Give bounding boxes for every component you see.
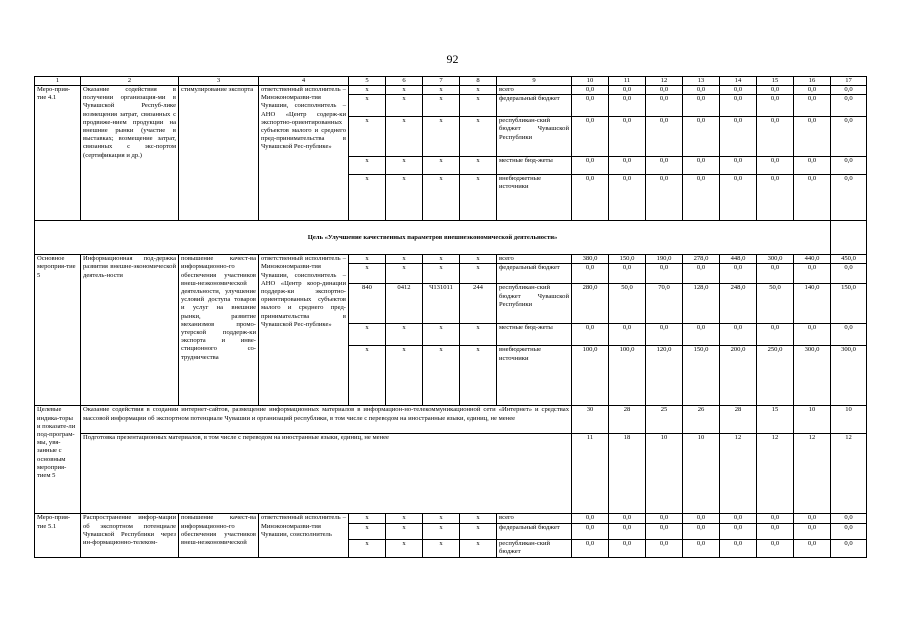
responsible-executor: ответственный исполнитель – Минэкономразви-тия Чувашии, соисполнитель – АНО «Центр содерж-ки экспортно-ориентированных субъектов малого и среднего пред-принимательства в Чувашской Рес-публике» xyxy=(259,86,349,221)
year-value: 0,0 xyxy=(683,523,720,539)
year-value: 0,0 xyxy=(683,117,720,157)
code-expense: 244 xyxy=(460,284,497,324)
year-value: 0,0 xyxy=(609,86,646,95)
year-value: 0,0 xyxy=(794,324,831,346)
responsible-executor: ответственный исполнитель – Минэкономразви-тия Чувашии, соисполнитель xyxy=(259,514,349,557)
column-number-6: 6 xyxy=(386,77,423,86)
code-grbs: x xyxy=(349,86,386,95)
year-value: 0,0 xyxy=(609,117,646,157)
indicator-text: Оказание содействия в создании интернет-сайтов, размещение информационных материалов в информацион-но-телекоммуникационной сети «Интернет» и средствах массовой информации об экспортном потенциале Чувашии и организаций республики, в том числе с переводом на иностранные языки, единиц, не менее xyxy=(81,406,572,434)
year-value: 0,0 xyxy=(720,523,757,539)
indicator-row xyxy=(35,434,867,514)
funding-source: всего xyxy=(497,255,572,264)
year-value: 0,0 xyxy=(683,175,720,221)
year-value: 0,0 xyxy=(572,523,609,539)
code-grbs: x xyxy=(349,264,386,284)
year-value: 0,0 xyxy=(572,514,609,523)
year-value: 0,0 xyxy=(794,117,831,157)
page-number: 92 xyxy=(446,52,459,66)
year-value: 440,0 xyxy=(794,255,831,264)
indicator-value: 10 xyxy=(683,434,720,514)
year-value: 300,0 xyxy=(831,346,867,406)
code-section: x xyxy=(386,157,423,175)
year-value: 0,0 xyxy=(646,157,683,175)
code-expense: x xyxy=(460,157,497,175)
indicator-value: 26 xyxy=(683,406,720,434)
funding-source: федеральный бюджет xyxy=(497,95,572,117)
indicator-value: 10 xyxy=(794,406,831,434)
code-expense: x xyxy=(460,539,497,557)
year-value: 150,0 xyxy=(683,346,720,406)
code-section: 0412 xyxy=(386,284,423,324)
year-value: 0,0 xyxy=(794,523,831,539)
year-value: 278,0 xyxy=(683,255,720,264)
code-section: x xyxy=(386,539,423,557)
code-target: x xyxy=(423,175,460,221)
code-target: x xyxy=(423,157,460,175)
funding-source: местные бюд-жеты xyxy=(497,324,572,346)
year-value: 0,0 xyxy=(646,324,683,346)
year-value: 0,0 xyxy=(572,117,609,157)
code-target: x xyxy=(423,346,460,406)
funding-source: республикан-ский бюджет Чувашской Республики xyxy=(497,117,572,157)
indicators-label: Целевые индика-торы и показате-ли под-програм-мы, увя-занные с основным мероприя-тием 5 xyxy=(35,406,81,514)
year-value: 280,0 xyxy=(572,284,609,324)
year-value: 200,0 xyxy=(720,346,757,406)
code-expense: x xyxy=(460,324,497,346)
funding-source: всего xyxy=(497,514,572,523)
column-number-8: 8 xyxy=(460,77,497,86)
year-value: 0,0 xyxy=(757,95,794,117)
year-value: 0,0 xyxy=(572,539,609,557)
year-value: 0,0 xyxy=(572,95,609,117)
year-value: 0,0 xyxy=(794,264,831,284)
indicator-value: 12 xyxy=(720,434,757,514)
year-value: 190,0 xyxy=(646,255,683,264)
code-target: x xyxy=(423,523,460,539)
year-value: 0,0 xyxy=(757,264,794,284)
column-number-16: 16 xyxy=(794,77,831,86)
code-target: x xyxy=(423,324,460,346)
year-value: 0,0 xyxy=(572,324,609,346)
year-value: 450,0 xyxy=(831,255,867,264)
year-value: 140,0 xyxy=(794,284,831,324)
year-value: 0,0 xyxy=(757,117,794,157)
code-grbs: x xyxy=(349,157,386,175)
year-value: 0,0 xyxy=(683,157,720,175)
year-value: 0,0 xyxy=(720,117,757,157)
year-value: 100,0 xyxy=(609,346,646,406)
year-value: 50,0 xyxy=(609,284,646,324)
goal-title: Цель «Улучшение качественных параметров внешнеэкономической деятельности» xyxy=(35,221,831,255)
column-number-5: 5 xyxy=(349,77,386,86)
year-value: 100,0 xyxy=(572,346,609,406)
expected-result: повышение качест-ва информационно-го обеспечения участников внеш-неэкономической xyxy=(179,514,259,557)
column-number-1: 1 xyxy=(35,77,81,86)
indicator-value: 12 xyxy=(794,434,831,514)
code-section: x xyxy=(386,86,423,95)
activity-description: Информационная под-держка развития внешне-экономической деятель-ности xyxy=(81,255,179,406)
indicator-value: 12 xyxy=(757,434,794,514)
code-expense: x xyxy=(460,346,497,406)
year-value: 0,0 xyxy=(646,86,683,95)
code-target: x xyxy=(423,95,460,117)
code-section: x xyxy=(386,346,423,406)
indicator-text: Подготовка презентационных материалов, в том числе с переводом на иностранные языки, единиц, не менее xyxy=(81,434,572,514)
year-value: 0,0 xyxy=(646,95,683,117)
code-target: x xyxy=(423,264,460,284)
year-value: 0,0 xyxy=(609,539,646,557)
code-grbs: 840 xyxy=(349,284,386,324)
indicator-value: 28 xyxy=(609,406,646,434)
code-target: x xyxy=(423,514,460,523)
year-value: 0,0 xyxy=(720,514,757,523)
indicator-value: 28 xyxy=(720,406,757,434)
year-value: 0,0 xyxy=(720,539,757,557)
indicator-value: 25 xyxy=(646,406,683,434)
code-section: x xyxy=(386,95,423,117)
funding-source: республикан-ский бюджет Чувашской Республики xyxy=(497,284,572,324)
year-value: 0,0 xyxy=(831,264,867,284)
code-section: x xyxy=(386,523,423,539)
year-value: 0,0 xyxy=(683,514,720,523)
expected-result: повышение качест-ва информационно-го обеспечения участников внеш-неэкономической деятельности, улучшение условий доступа товаров и услуг на внешние рынки, развитие механизмов промо-утерской поддерж-ки экспорта и инве-стиционного со-трудничества xyxy=(179,255,259,406)
activity-description: Оказание содействия в получении организация-ми в Чувашской Респуб-лике возмещения затрат, связанных с продвиже-нием продукции на внешние рынки (участие в выставках; возмещение затрат, связанных с экс-портом (сертификация и др.) xyxy=(81,86,179,221)
goal-empty-cell xyxy=(831,221,867,255)
column-number-3: 3 xyxy=(179,77,259,86)
code-section: x xyxy=(386,264,423,284)
year-value: 0,0 xyxy=(831,523,867,539)
block3-row xyxy=(35,514,867,523)
code-expense: x xyxy=(460,523,497,539)
year-value: 0,0 xyxy=(646,539,683,557)
year-value: 0,0 xyxy=(572,86,609,95)
year-value: 0,0 xyxy=(683,539,720,557)
indicator-value: 15 xyxy=(757,406,794,434)
column-number-10: 10 xyxy=(572,77,609,86)
code-target: Ч131011 xyxy=(423,284,460,324)
code-expense: x xyxy=(460,86,497,95)
year-value: 0,0 xyxy=(720,324,757,346)
indicator-value: 11 xyxy=(572,434,609,514)
year-value: 0,0 xyxy=(609,157,646,175)
year-value: 0,0 xyxy=(683,264,720,284)
code-grbs: x xyxy=(349,255,386,264)
year-value: 0,0 xyxy=(757,175,794,221)
year-value: 0,0 xyxy=(831,175,867,221)
year-value: 50,0 xyxy=(757,284,794,324)
column-number-12: 12 xyxy=(646,77,683,86)
year-value: 0,0 xyxy=(757,86,794,95)
year-value: 0,0 xyxy=(831,86,867,95)
column-number-13: 13 xyxy=(683,77,720,86)
year-value: 0,0 xyxy=(831,117,867,157)
code-grbs: x xyxy=(349,324,386,346)
funding-source: всего xyxy=(497,86,572,95)
year-value: 128,0 xyxy=(683,284,720,324)
activity-name: Основное мероприя-тие 5 xyxy=(35,255,81,406)
expected-result: стимулирование экспорта xyxy=(179,86,259,221)
indicator-value: 18 xyxy=(609,434,646,514)
year-value: 0,0 xyxy=(609,324,646,346)
year-value: 0,0 xyxy=(757,157,794,175)
year-value: 0,0 xyxy=(609,264,646,284)
code-target: x xyxy=(423,539,460,557)
year-value: 150,0 xyxy=(609,255,646,264)
year-value: 0,0 xyxy=(757,324,794,346)
column-number-11: 11 xyxy=(609,77,646,86)
responsible-executor: ответственный исполнитель – Минэкономразви-тия Чувашии, соисполнитель – АНО «Центр коор-динации поддерж-ки экспортно-ориентированных субъектов малого и среднего пред-принимательства в Чувашской Рес-публике» xyxy=(259,255,349,406)
code-grbs: x xyxy=(349,95,386,117)
year-value: 0,0 xyxy=(646,523,683,539)
code-expense: x xyxy=(460,514,497,523)
year-value: 0,0 xyxy=(794,86,831,95)
code-expense: x xyxy=(460,175,497,221)
block2-row xyxy=(35,255,867,264)
year-value: 250,0 xyxy=(757,346,794,406)
year-value: 0,0 xyxy=(646,175,683,221)
year-value: 0,0 xyxy=(683,324,720,346)
year-value: 120,0 xyxy=(646,346,683,406)
year-value: 0,0 xyxy=(572,175,609,221)
year-value: 0,0 xyxy=(794,95,831,117)
year-value: 0,0 xyxy=(794,514,831,523)
indicator-row xyxy=(35,406,867,434)
column-number-9: 9 xyxy=(497,77,572,86)
funding-source: внебюджетные источники xyxy=(497,175,572,221)
indicator-value: 10 xyxy=(646,434,683,514)
code-expense: x xyxy=(460,264,497,284)
year-value: 380,0 xyxy=(572,255,609,264)
code-target: x xyxy=(423,86,460,95)
funding-source: внебюджетные источники xyxy=(497,346,572,406)
year-value: 0,0 xyxy=(720,95,757,117)
activity-name: Меро-прия-тие 4.1 xyxy=(35,86,81,221)
year-value: 0,0 xyxy=(831,95,867,117)
year-value: 0,0 xyxy=(572,157,609,175)
year-value: 0,0 xyxy=(831,539,867,557)
code-target: x xyxy=(423,255,460,264)
year-value: 0,0 xyxy=(720,175,757,221)
column-number-row xyxy=(35,77,867,86)
year-value: 0,0 xyxy=(646,264,683,284)
funding-source: федеральный бюджет xyxy=(497,523,572,539)
block1-row xyxy=(35,86,867,95)
code-section: x xyxy=(386,324,423,346)
year-value: 0,0 xyxy=(646,117,683,157)
code-expense: x xyxy=(460,117,497,157)
code-grbs: x xyxy=(349,175,386,221)
year-value: 300,0 xyxy=(757,255,794,264)
year-value: 0,0 xyxy=(683,86,720,95)
year-value: 0,0 xyxy=(683,95,720,117)
column-number-4: 4 xyxy=(259,77,349,86)
code-grbs: x xyxy=(349,523,386,539)
code-target: x xyxy=(423,117,460,157)
indicator-value: 10 xyxy=(831,406,867,434)
year-value: 0,0 xyxy=(720,157,757,175)
column-number-15: 15 xyxy=(757,77,794,86)
code-expense: x xyxy=(460,255,497,264)
year-value: 448,0 xyxy=(720,255,757,264)
year-value: 0,0 xyxy=(720,264,757,284)
funding-source: местные бюд-жеты xyxy=(497,157,572,175)
code-section: x xyxy=(386,117,423,157)
column-number-7: 7 xyxy=(423,77,460,86)
year-value: 0,0 xyxy=(757,523,794,539)
code-section: x xyxy=(386,514,423,523)
code-section: x xyxy=(386,255,423,264)
indicator-value: 30 xyxy=(572,406,609,434)
year-value: 0,0 xyxy=(831,324,867,346)
year-value: 0,0 xyxy=(794,539,831,557)
year-value: 0,0 xyxy=(609,175,646,221)
activity-name: Меро-прия-тие 5.1 xyxy=(35,514,81,557)
code-grbs: x xyxy=(349,539,386,557)
code-grbs: x xyxy=(349,346,386,406)
code-grbs: x xyxy=(349,514,386,523)
year-value: 248,0 xyxy=(720,284,757,324)
code-grbs: x xyxy=(349,117,386,157)
code-expense: x xyxy=(460,95,497,117)
column-number-2: 2 xyxy=(81,77,179,86)
year-value: 0,0 xyxy=(720,86,757,95)
year-value: 150,0 xyxy=(831,284,867,324)
column-number-14: 14 xyxy=(720,77,757,86)
year-value: 0,0 xyxy=(757,539,794,557)
year-value: 0,0 xyxy=(831,157,867,175)
funding-source: федеральный бюджет xyxy=(497,264,572,284)
funding-source: республикан-ский бюджет xyxy=(497,539,572,557)
program-table xyxy=(34,76,867,558)
column-number-17: 17 xyxy=(831,77,867,86)
year-value: 0,0 xyxy=(794,175,831,221)
year-value: 0,0 xyxy=(794,157,831,175)
year-value: 70,0 xyxy=(646,284,683,324)
year-value: 0,0 xyxy=(609,95,646,117)
activity-description: Распространение инфор-мации об экспортном потенциале Чувашской Республики через ин-формационно-телеком- xyxy=(81,514,179,557)
year-value: 0,0 xyxy=(831,514,867,523)
year-value: 0,0 xyxy=(757,514,794,523)
goal-row xyxy=(35,221,867,255)
year-value: 300,0 xyxy=(794,346,831,406)
year-value: 0,0 xyxy=(646,514,683,523)
code-section: x xyxy=(386,175,423,221)
indicator-value: 12 xyxy=(831,434,867,514)
year-value: 0,0 xyxy=(609,514,646,523)
year-value: 0,0 xyxy=(609,523,646,539)
year-value: 0,0 xyxy=(572,264,609,284)
